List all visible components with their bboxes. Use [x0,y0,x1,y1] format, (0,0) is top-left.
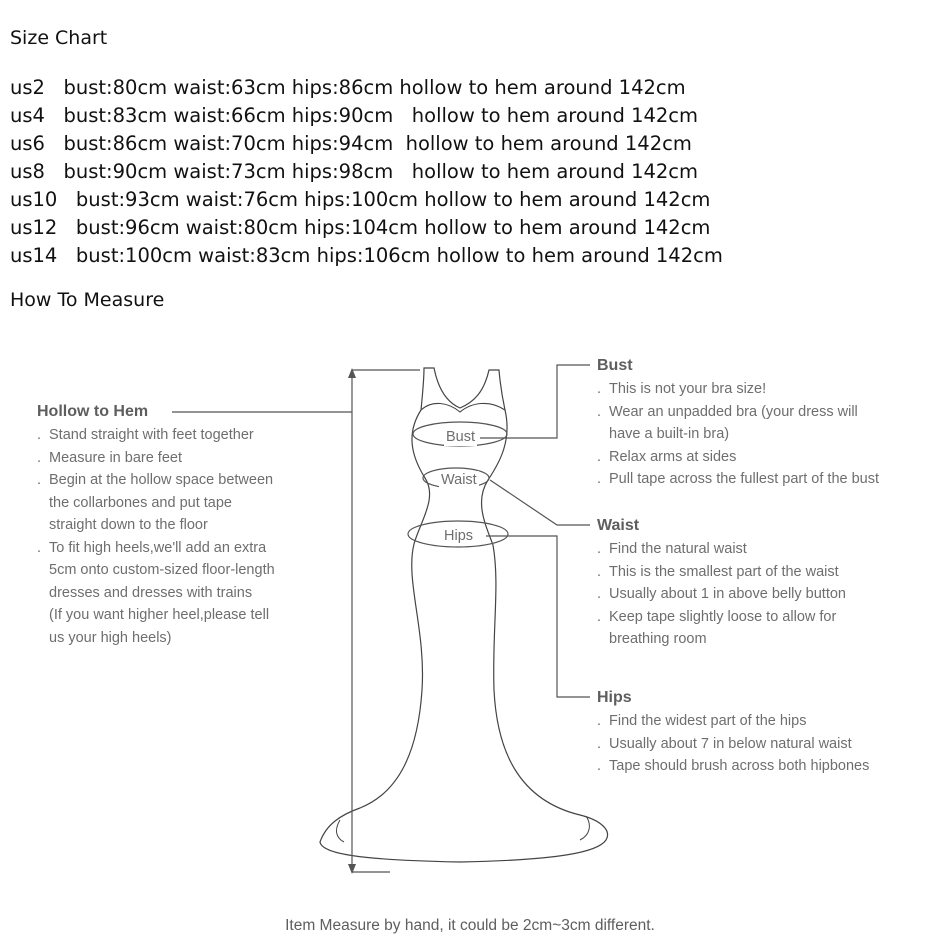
size-row-us2: us2 bust:80cm waist:63cm hips:86cm hollow to hem around 142cm [10,76,686,99]
train-fold [337,816,590,842]
size-row-us12: us12 bust:96cm waist:80cm hips:104cm hollow to hem around 142cm [10,216,711,239]
size-row-us8: us8 bust:90cm waist:73cm hips:98cm hollow to hem around 142cm [10,160,699,183]
size-chart-list [10,74,723,270]
how-to-measure-title: How To Measure [10,289,165,311]
bust-item: . This is not your bra size! [597,381,767,397]
dress-label-hips: Hips [444,528,474,544]
waist-title: Waist [597,517,640,534]
size-row-us6: us6 bust:86cm waist:70cm hips:94cm hollow to hem around 142cm [10,132,692,155]
bust-title: Bust [597,357,633,374]
hips-block [597,686,869,778]
bust-item: . Pull tape across the fullest part of the bust [597,471,880,487]
hollow-to-hem-item: . To fit high heels,we'll add an extra 5cm onto custom-sized floor-length dresses and dresses with trains (If you want higher heel,please tell us your high heels) [37,539,275,646]
hips-pointer [486,536,590,697]
hips-title: Hips [597,689,632,706]
neckline [421,403,505,412]
hips-item: . Find the widest part of the hips [597,713,807,729]
hollow-to-hem-item: . Measure in bare feet [37,449,182,466]
dress-label-bust: Bust [446,429,476,445]
size-row-us4: us4 bust:83cm waist:66cm hips:90cm hollow to hem around 142cm [10,104,699,127]
dress-label-waist: Waist [441,472,477,488]
hips-item: . Usually about 7 in below natural waist [597,735,852,752]
waist-item: . Keep tape slightly loose to allow for breathing room [597,608,837,647]
measurement-footnote: Item Measure by hand, it could be 2cm~3cm different. [285,917,655,934]
hollow-to-hem-item: . Begin at the hollow space between the collarbones and put tape straight down to the floor [37,472,274,533]
waist-block [597,514,846,651]
hollow-to-hem-block [37,400,275,649]
bust-block [597,354,879,491]
waist-item: . Usually about 1 in above belly button [597,586,846,602]
size-row-us14: us14 bust:100cm waist:83cm hips:106cm hollow to hem around 142cm [10,244,723,267]
measurement-guide [0,330,940,940]
hips-item: . Tape should brush across both hipbones [597,758,870,774]
hollow-to-hem-title: Hollow to Hem [37,403,149,420]
size-row-us10: us10 bust:93cm waist:76cm hips:100cm hollow to hem around 142cm [10,188,711,211]
waist-item: . This is the smallest part of the waist [597,563,839,580]
size-chart-title: Size Chart [10,27,108,49]
waist-pointer [490,480,590,525]
bust-item: . Wear an unpadded bra (your dress will have a built-in bra) [597,403,858,442]
hollow-to-hem-item: . Stand straight with feet together [37,427,254,443]
bust-item: . Relax arms at sides [597,448,737,465]
waist-item: . Find the natural waist [597,541,747,557]
